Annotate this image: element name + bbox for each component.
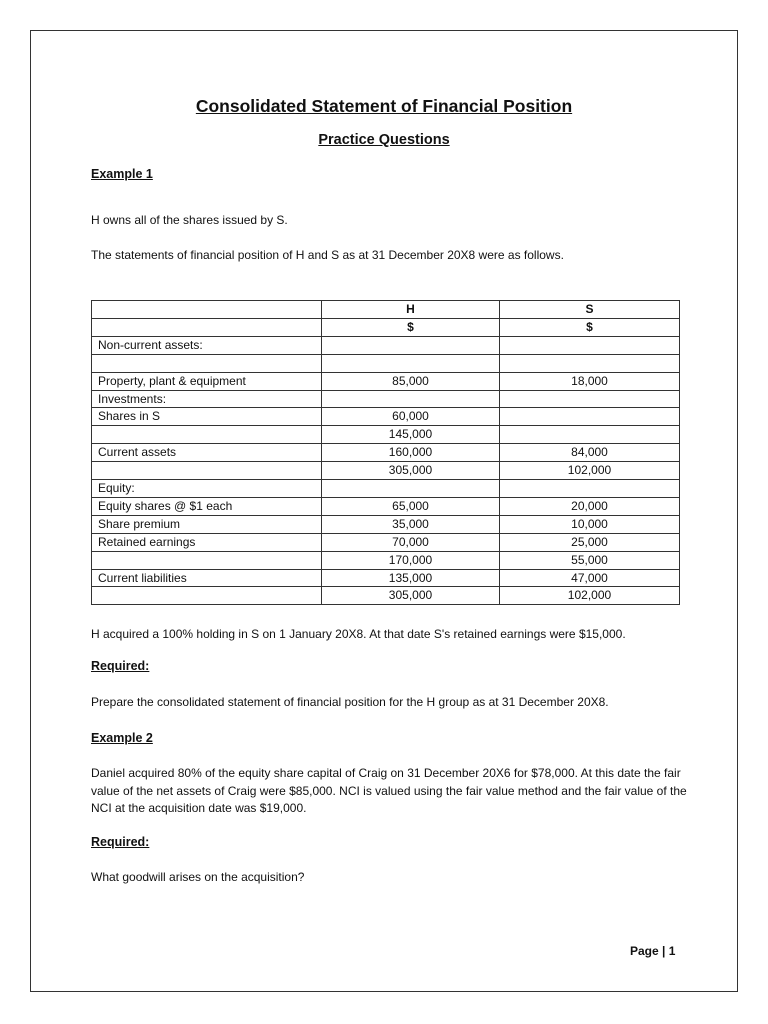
example-1-required-text: Prepare the consolidated statement of financial position for the H group as at 31 December 20X8. <box>91 695 609 709</box>
unit-header <box>92 318 322 336</box>
row-label <box>92 426 322 444</box>
unit-header: $ <box>500 318 680 336</box>
row-label: Shares in S <box>92 408 322 426</box>
row-label: Current assets <box>92 444 322 462</box>
acquisition-note: H acquired a 100% holding in S on 1 January 20X8. At that date S's retained earnings were $15,000. <box>91 627 626 641</box>
row-value: 18,000 <box>500 372 680 390</box>
table-row <box>92 390 680 408</box>
row-label: Property, plant & equipment <box>92 372 322 390</box>
row-value: 135,000 <box>322 569 500 587</box>
row-value: 55,000 <box>500 551 680 569</box>
table-header-row <box>92 301 680 319</box>
row-label: Non-current assets: <box>92 336 322 354</box>
row-value <box>322 354 500 372</box>
row-value <box>500 336 680 354</box>
document-title: Consolidated Statement of Financial Position <box>195 96 573 116</box>
table-row <box>92 354 680 372</box>
example-1-heading: Example 1 <box>91 167 153 181</box>
row-value <box>500 354 680 372</box>
table-row <box>92 336 680 354</box>
row-value <box>500 390 680 408</box>
row-value: 35,000 <box>322 515 500 533</box>
column-header <box>92 301 322 319</box>
row-label: Equity shares @ $1 each <box>92 497 322 515</box>
example-1-required-label: Required: <box>91 659 150 673</box>
table-units-row <box>92 318 680 336</box>
row-value: 10,000 <box>500 515 680 533</box>
row-value <box>500 480 680 498</box>
row-label <box>92 354 322 372</box>
page-number: Page | 1 <box>630 944 676 958</box>
example-1-statement: The statements of financial position of H and S as at 31 December 20X8 were as follows. <box>91 248 564 262</box>
table-row <box>92 515 680 533</box>
column-header: S <box>500 301 680 319</box>
row-value: 102,000 <box>500 462 680 480</box>
row-value: 84,000 <box>500 444 680 462</box>
row-label: Equity: <box>92 480 322 498</box>
row-value: 160,000 <box>322 444 500 462</box>
table-row <box>92 497 680 515</box>
row-value: 47,000 <box>500 569 680 587</box>
row-value: 305,000 <box>322 462 500 480</box>
example-1-intro: H owns all of the shares issued by S. <box>91 213 288 227</box>
table-row <box>92 533 680 551</box>
table-row <box>92 426 680 444</box>
financial-position-table <box>91 300 680 605</box>
row-label <box>92 587 322 605</box>
row-label: Current liabilities <box>92 569 322 587</box>
row-value: 305,000 <box>322 587 500 605</box>
row-value: 20,000 <box>500 497 680 515</box>
example-2-text: Daniel acquired 80% of the equity share capital of Craig on 31 December 20X6 for $78,000. At this date the fair value of the net assets of Craig were $85,000. NCI is valued using the fair value method and the fair value of the NCI at the acquisition date was $19,000. <box>91 766 687 815</box>
table-row <box>92 408 680 426</box>
row-value: 170,000 <box>322 551 500 569</box>
row-label: Investments: <box>92 390 322 408</box>
example-2-required-text: What goodwill arises on the acquisition? <box>91 870 305 884</box>
example-2-required-label: Required: <box>91 835 150 849</box>
row-value <box>322 336 500 354</box>
row-value: 145,000 <box>322 426 500 444</box>
row-label <box>92 462 322 480</box>
row-label <box>92 551 322 569</box>
table-row <box>92 587 680 605</box>
document-subtitle: Practice Questions <box>318 132 450 148</box>
column-header: H <box>322 301 500 319</box>
row-value <box>500 426 680 444</box>
table-row <box>92 569 680 587</box>
row-value: 102,000 <box>500 587 680 605</box>
table-row <box>92 462 680 480</box>
row-value: 65,000 <box>322 497 500 515</box>
row-label: Share premium <box>92 515 322 533</box>
row-value: 25,000 <box>500 533 680 551</box>
unit-header: $ <box>322 318 500 336</box>
row-value: 60,000 <box>322 408 500 426</box>
table-row <box>92 444 680 462</box>
example-2-heading: Example 2 <box>91 731 153 745</box>
row-label: Retained earnings <box>92 533 322 551</box>
table-row <box>92 480 680 498</box>
row-value <box>500 408 680 426</box>
row-value: 70,000 <box>322 533 500 551</box>
table-row <box>92 372 680 390</box>
table-row <box>92 551 680 569</box>
row-value: 85,000 <box>322 372 500 390</box>
row-value <box>322 480 500 498</box>
row-value <box>322 390 500 408</box>
